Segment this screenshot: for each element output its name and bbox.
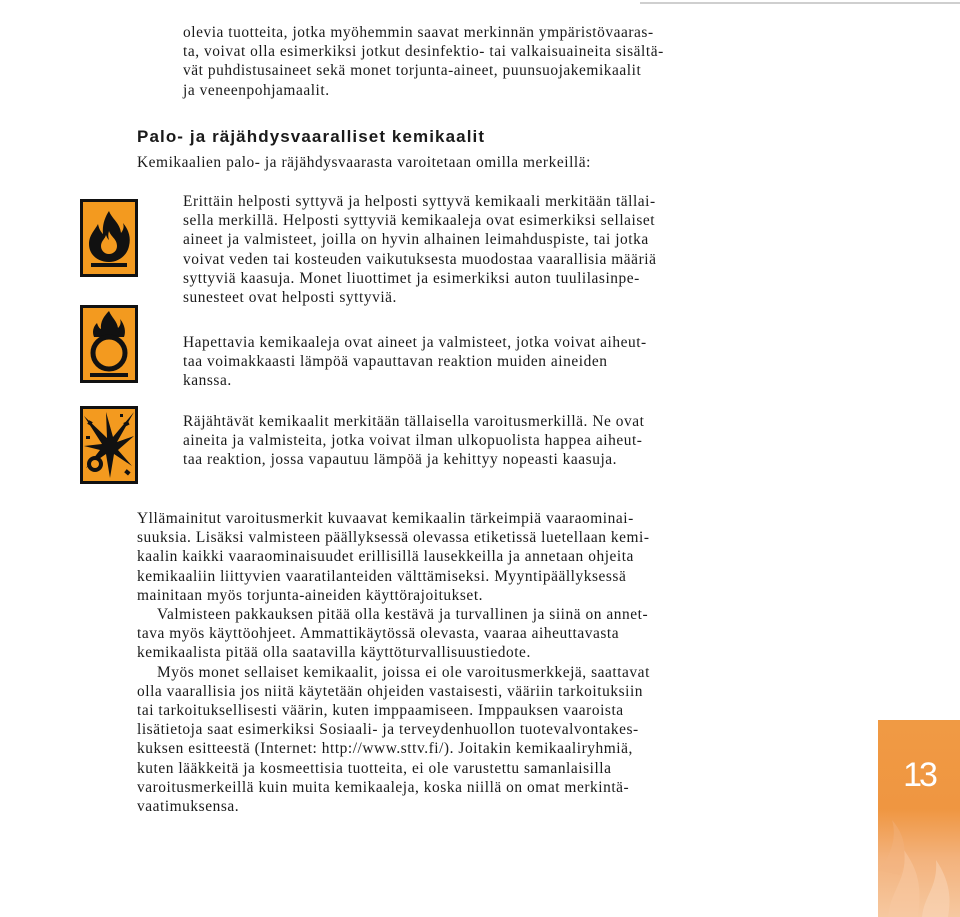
text-line: kemikaaliin liittyvien vaaratilanteiden välttämiseksi. Myyntipäällyksessä [137,567,627,585]
text-line: syttyviä kaasuja. Monet liuottimet ja esimerkiksi auton tuulilasinpe- [183,269,640,287]
text-line: ta, voivat olla esimerkiksi jotkut desinfektio- tai valkaisuaineita sisältä- [183,43,664,61]
body-paragraph [137,605,717,663]
text-line: vät puhdistusaineet sekä monet torjunta-aineet, puunsuojakemikaalit [183,62,642,80]
body-paragraph [137,663,717,817]
text-line: Erittäin helposti syttyvä ja helposti syttyvä kemikaali merkitään tällai- [183,193,656,210]
text-line: sunesteet ovat helposti syttyviä. [183,289,397,307]
text-line: kanssa. [183,372,232,390]
text-line: mainitaan myös torjunta-aineiden käyttörajoitukset. [137,586,484,604]
text-line: ja veneenpohjamaalit. [183,81,330,99]
oxidizing-symbol-icon [80,305,138,383]
text-line: taa voimakkaasti lämpöä vapauttavan reaktion muiden aineiden [183,353,608,371]
text-line: varoitusmerkeillä kuin muita kemikaaleja, koska niillä on omat merkintä- [137,778,630,796]
section-lead: Kemikaalien palo- ja räjähdysvaarasta varoitetaan omilla merkeillä: [137,154,591,171]
text-line: olla vaarallisia jos niitä käytetään ohjeiden vastaisesti, vääriin tarkoituksiin [137,682,644,700]
section-heading: Palo- ja räjähdysvaaralliset kemikaalit [137,127,486,146]
text-line: taa reaktion, jossa vapautuu lämpöä ja kehittyy nopeasti kaasuja. [183,451,618,469]
text-line: lisätietoja saat esimerkiksi Sosiaali- ja terveydenhuollon tuotevalvontakes- [137,721,639,739]
text-line: voivat veden tai kosteuden vaikutuksesta muodostaa vaarallisia määriä [183,250,657,268]
text-line: aineita ja valmisteita, jotka voivat ilman ulkopuolista happea aiheut- [183,432,643,450]
text-line: olevia tuotteita, jotka myöhemmin saavat merkinnän ympäristövaaras- [183,24,654,41]
text-line: sella merkillä. Helposti syttyviä kemikaaleja ovat esimerkiksi sellaiset [183,212,656,230]
flame-decoration [878,720,960,917]
page-number: 13 [903,756,935,794]
top-rule [640,2,960,4]
text-line: tava myös käyttöohjeet. Ammattikäytössä olevasta, vaaraa aiheuttavasta [137,625,620,643]
explosive-symbol-icon [80,406,138,484]
text-line: suuksia. Lisäksi valmisteen päällyksessä olevassa etiketissä luetellaan kemi- [137,529,650,547]
text-line: kaalin kaikki vaaraominaisuudet erillisillä lausekkeilla ja annetaan ohjeita [137,548,634,566]
body-paragraph [137,509,717,605]
page-number-tab [878,720,960,917]
flammable-symbol-icon [80,199,138,277]
text-line: Hapettavia kemikaaleja ovat aineet ja valmisteet, jotka voivat aiheut- [183,334,647,351]
text-line: kuten lääkkeitä ja kosmeettisia tuotteita, ei ole varustettu samanlaisilla [137,759,612,777]
text-line: aineet ja valmisteet, joilla on hyvin alhainen leimahduspiste, tai jotka [183,231,649,249]
text-line: Valmisteen pakkauksen pitää olla kestävä ja turvallinen ja siinä on annet- [157,606,649,624]
text-line: Yllämainitut varoitusmerkit kuvaavat kemikaalin tärkeimpiä vaaraominai- [137,510,634,527]
text-line: Räjähtävät kemikaalit merkitään tällaisella varoitusmerkillä. Ne ovat [183,413,645,430]
text-line: kemikaalista pitää olla saatavilla käyttöturvallisuustiedote. [137,644,531,662]
intro-paragraph [183,23,758,100]
oxidizing-description [183,333,728,391]
body-text [137,509,717,816]
text-line: kuksen esitteestä (Internet: http://www.sttv.fi/). Joitakin kemikaaliryhmiä, [137,740,633,758]
text-line: Myös monet sellaiset kemikaalit, joissa ei ole varoitusmerkkejä, saattavat [157,663,650,681]
flammable-description [183,192,728,307]
explosive-description [183,412,728,470]
text-line: tai tarkoituksellisesti väärin, kuten imppaamiseen. Imppauksen vaaroista [137,702,624,720]
text-line: vaatimuksensa. [137,798,240,816]
